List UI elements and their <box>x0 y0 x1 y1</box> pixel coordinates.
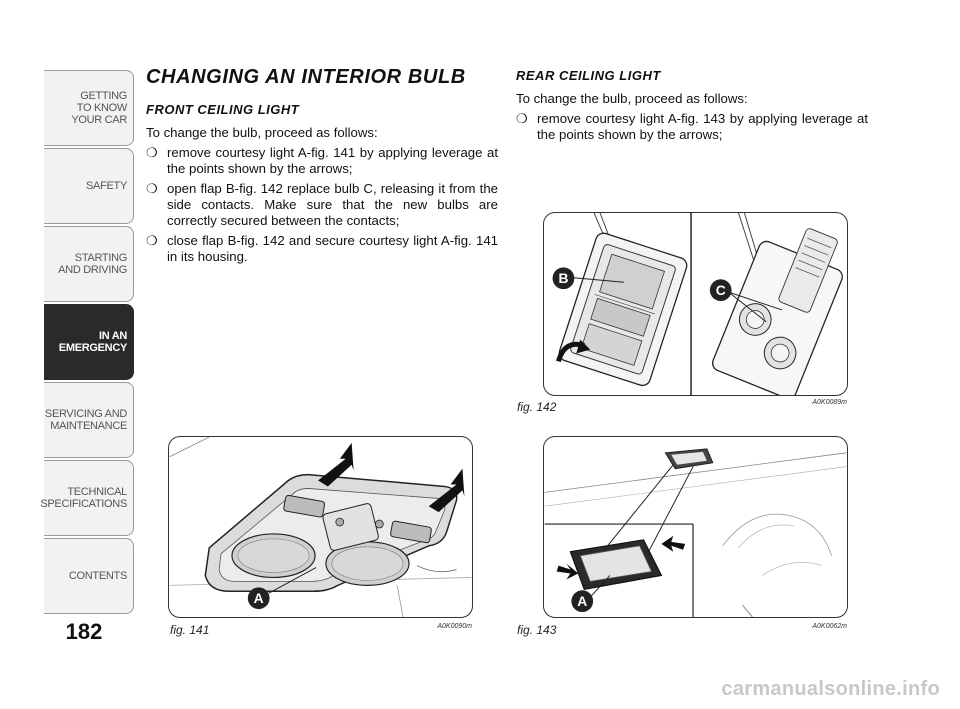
figure-142 <box>543 212 848 396</box>
tab-safety[interactable]: SAFETY <box>44 148 134 224</box>
bullet-circle-icon: ❍ <box>146 181 158 196</box>
step-text: remove courtesy light A-fig. 141 by applying leverage at the points shown by the arrows; <box>167 145 498 176</box>
tab-servicing-maintenance[interactable]: SERVICING AND MAINTENANCE <box>44 382 134 458</box>
rear-ceiling-light-heading: REAR CEILING LIGHT <box>516 68 661 83</box>
left-column <box>146 66 498 269</box>
front-intro-text: To change the bulb, proceed as follows: <box>146 125 378 140</box>
rear-steps-list <box>516 111 868 143</box>
bullet-circle-icon: ❍ <box>146 233 158 248</box>
figure-141 <box>168 436 473 618</box>
watermark: carmanualsonline.info <box>721 678 940 700</box>
step-text: open flap B-fig. 142 replace bulb C, releasing it from the side contacts. Make sure that the new bulbs are correctly secured between the contacts; <box>167 181 498 228</box>
step-text: close flap B-fig. 142 and secure courtesy light A-fig. 141 in its housing. <box>167 233 498 264</box>
tab-contents[interactable]: CONTENTS <box>44 538 134 614</box>
page-number: 182 <box>65 619 103 644</box>
bullet-circle-icon: ❍ <box>516 111 528 126</box>
bullet-circle-icon: ❍ <box>146 145 158 160</box>
tab-technical-specifications[interactable]: TECHNICAL SPECIFICATIONS <box>44 460 134 536</box>
list-item <box>516 111 868 143</box>
page-title: CHANGING AN INTERIOR BULB <box>146 66 466 88</box>
front-ceiling-light-illustration <box>169 437 472 617</box>
figure-142-caption: fig. 142 <box>517 400 557 414</box>
figure-142-code: A0K0089m <box>812 399 847 406</box>
list-item <box>146 181 498 229</box>
tab-getting-to-know[interactable]: GETTING TO KNOW YOUR CAR <box>44 70 134 146</box>
figure-141-caption: fig. 141 <box>170 623 210 637</box>
rear-ceiling-light-illustration <box>544 437 847 617</box>
front-steps-list <box>146 145 498 265</box>
step-text: remove courtesy light A-fig. 143 by applying leverage at the points shown by the arrows; <box>537 111 868 142</box>
right-column <box>516 66 868 147</box>
figure-143-caption: fig. 143 <box>517 623 557 637</box>
front-light-open-illustration <box>544 213 847 395</box>
list-item <box>146 145 498 177</box>
callout-label-b: B <box>558 270 569 287</box>
figure-143-code: A0K0062m <box>812 623 847 630</box>
figure-143 <box>543 436 848 618</box>
tab-in-an-emergency[interactable]: IN AN EMERGENCY <box>44 304 134 380</box>
front-ceiling-light-heading: FRONT CEILING LIGHT <box>146 102 300 117</box>
rear-intro-text: To change the bulb, proceed as follows: <box>516 91 748 106</box>
tab-starting-driving[interactable]: STARTING AND DRIVING <box>44 226 134 302</box>
callout-label-c: C <box>715 282 726 299</box>
list-item <box>146 233 498 265</box>
callout-label-a: A <box>577 593 588 610</box>
callout-label-a: A <box>253 590 264 607</box>
figure-141-code: A0K0090m <box>437 623 472 630</box>
